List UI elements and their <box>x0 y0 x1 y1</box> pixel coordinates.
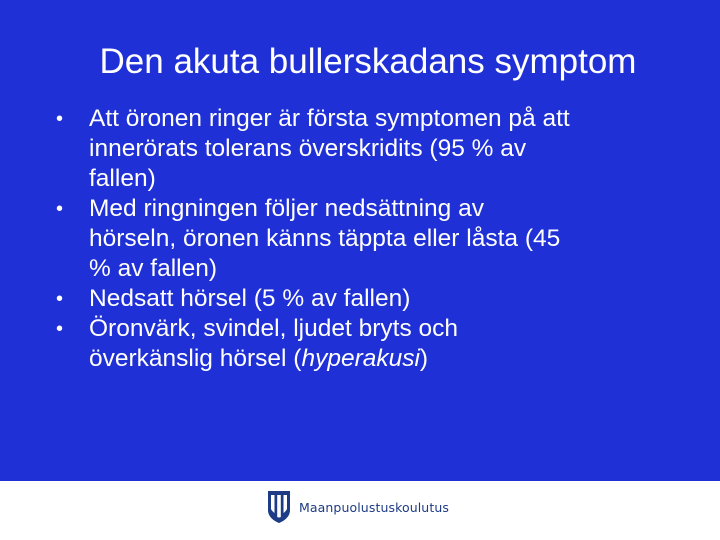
bullet-item <box>56 314 696 374</box>
slide-title: Den akuta bullerskadans symptom <box>99 42 637 81</box>
bullet-text-line: Öronvärk, svindel, ljudet bryts och <box>89 315 459 342</box>
bullet-item <box>56 284 696 314</box>
bullet-marker: • <box>56 198 64 220</box>
bullet-marker: • <box>56 108 64 130</box>
bullet-text-line: % av fallen) <box>89 255 218 282</box>
logo-text: Maanpuolustuskoulutus <box>299 499 449 515</box>
italic-term: hyperakusi <box>301 345 420 372</box>
bullet-list <box>56 104 696 374</box>
bullet-text-segment: ) <box>419 345 429 372</box>
footer-logo <box>267 490 449 524</box>
bullet-text-line: innerörats tolerans överskridits (95 % av <box>89 135 527 162</box>
bullet-text-line: hörseln, öronen känns täppta eller låsta (45 <box>89 225 561 252</box>
bullet-marker: • <box>56 318 64 340</box>
bullet-text-line: Nedsatt hörsel (5 % av fallen) <box>89 285 411 312</box>
bullet-item <box>56 194 696 284</box>
bullet-marker: • <box>56 288 64 310</box>
bullet-text-segment: överkänslig hörsel ( <box>89 345 302 372</box>
bullet-text-line: Med ringningen följer nedsättning av <box>89 195 484 222</box>
bullet-text-line: Att öronen ringer är första symptomen på att <box>89 105 570 132</box>
bullet-item <box>56 104 696 194</box>
maanpuolustuskoulutus-shield-logo-icon <box>267 490 291 524</box>
bullet-text-line: fallen) <box>89 165 156 192</box>
bullet-text-line-with-italic <box>89 344 696 374</box>
